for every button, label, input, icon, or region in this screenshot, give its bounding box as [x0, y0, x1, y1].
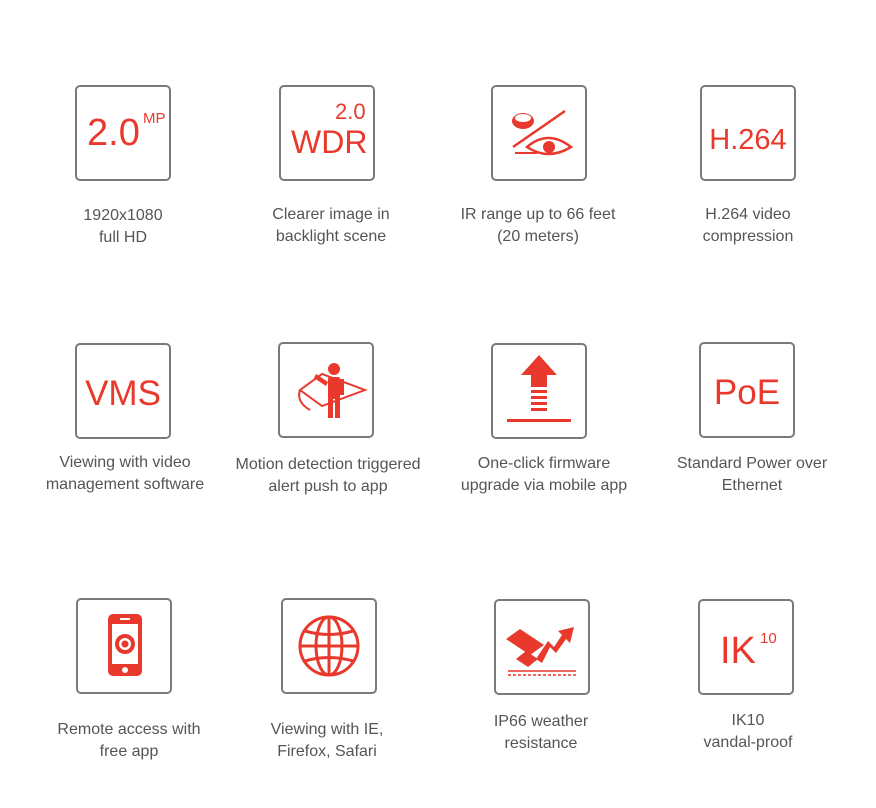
caption-line: 1920x1080 [83, 207, 163, 224]
caption-line: full HD [98, 229, 147, 246]
h264-label: H.264 [709, 124, 787, 156]
globe-icon [281, 598, 377, 694]
caption-line: One-click firmware [477, 455, 611, 472]
smartphone-icon [76, 598, 172, 694]
caption-line: H.264 video [705, 206, 791, 223]
vms-label: VMS [85, 374, 161, 413]
ik10-icon [698, 599, 794, 695]
caption-line: Clearer image in [272, 206, 390, 223]
wdr-version: 2.0 [335, 99, 366, 124]
ir-night-vision-icon [491, 85, 587, 181]
mp-resolution-icon [75, 85, 171, 181]
caption-line: compression [702, 228, 794, 245]
caption-line: IK10 [731, 712, 765, 729]
feature-caption-h264 [643, 204, 853, 248]
feature-caption-resolution [18, 205, 228, 249]
feature-caption-ik10 [643, 710, 853, 754]
feature-caption-poe [647, 453, 857, 497]
feature-caption-wdr [226, 204, 436, 248]
caption-line: Motion detection triggered [235, 456, 421, 473]
h264-icon [700, 85, 796, 181]
wdr-icon [279, 85, 375, 181]
caption-line: IR range up to 66 feet [460, 206, 616, 223]
caption-line: Viewing with video [59, 454, 191, 471]
motion-detection-icon [278, 342, 374, 438]
caption-line: backlight scene [275, 228, 387, 245]
caption-line: management software [45, 476, 205, 493]
feature-caption-remote [24, 719, 234, 763]
poe-icon [699, 342, 795, 438]
feature-caption-ip66 [436, 711, 646, 755]
caption-line: free app [99, 743, 159, 760]
weather-resistance-icon [494, 599, 590, 695]
caption-line: Viewing with IE, [270, 721, 384, 738]
mp-unit: MP [143, 110, 166, 127]
poe-label: PoE [713, 373, 781, 412]
feature-caption-motion [223, 454, 433, 498]
caption-line: Standard Power over [676, 455, 828, 472]
vms-icon [75, 343, 171, 439]
caption-line: Firefox, Safari [277, 743, 377, 760]
ik-rating: 10 [760, 630, 777, 647]
caption-line: vandal-proof [703, 734, 793, 751]
caption-line: (20 meters) [497, 228, 579, 245]
feature-caption-ir [433, 204, 643, 248]
feature-caption-firmware [439, 453, 649, 497]
caption-line: Ethernet [721, 477, 783, 494]
feature-caption-vms [20, 452, 230, 496]
caption-line: upgrade via mobile app [460, 477, 628, 494]
feature-caption-browser [222, 719, 432, 763]
caption-line: resistance [504, 735, 578, 752]
firmware-upgrade-icon [491, 343, 587, 439]
ik-label: IK [720, 630, 756, 672]
caption-line: alert push to app [268, 478, 388, 495]
caption-line: IP66 weather [493, 713, 589, 730]
mp-value: 2.0 [87, 112, 140, 154]
caption-line: Remote access with [57, 721, 201, 738]
wdr-label: WDR [291, 124, 368, 160]
